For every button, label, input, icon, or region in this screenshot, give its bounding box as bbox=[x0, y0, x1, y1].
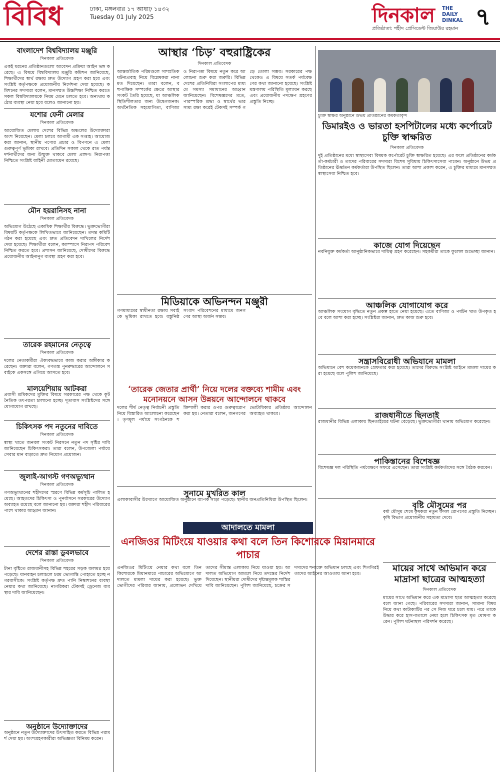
byline: দিনকাল প্রতিবেদক bbox=[40, 483, 74, 488]
article-a11 bbox=[117, 296, 312, 382]
photo-figure bbox=[352, 78, 364, 112]
article-divider bbox=[4, 338, 110, 339]
article-a1 bbox=[4, 46, 110, 106]
article-body: অভিযোগ উঠেছে একাধিক শিক্ষার্থীর বিরুদ্ধে। ভুক্তভোগীরা বিষয়টি কর্তৃপক্ষকে লিখিতভাবে জানিয়েছেন। তদন্ত কমিটি গঠন করা হয়েছে এবং দ্রুত প্রতিবেদন দাখিলের নির্দেশ দেয়া হয়েছে। শিক্ষার্থীরা বলেন, ক্যাম্পাসে নিরাপদ পরিবেশ নিশ্চিত করতে হবে। প্রশাসন জানিয়েছে, দোষীদের বিরুদ্ধে প্রয়োজনীয় আইনানুগ ব্যবস্থা গ্রহণ করা হবে। bbox=[4, 225, 110, 260]
photo-caption: চুক্তি স্বাক্ষর অনুষ্ঠানে উভয় প্রতিষ্ঠানের কর্মকর্তাবৃন্দ bbox=[318, 114, 408, 119]
photo-figure bbox=[330, 78, 342, 112]
headline: দেশের রাস্তা ডুবলভাবে bbox=[25, 548, 89, 557]
headline: জুলাই-আগস্ট গণঅভ্যুত্থান bbox=[19, 472, 95, 481]
article-a22 bbox=[383, 564, 496, 772]
brand-logo bbox=[372, 4, 464, 34]
article-a6 bbox=[4, 422, 110, 468]
article-divider bbox=[4, 420, 110, 421]
headline: বৃষ্টি মৌসুমের পর bbox=[412, 500, 467, 510]
article-a14 bbox=[318, 114, 496, 236]
article-body: অভিযানে বেশ কয়েকজনকে গ্রেফতার করা হয়েছে। তাদের বিরুদ্ধে সংশ্লিষ্ট আইনে মামলা দায়ের করা হয়েছে বলে পুলিশ জানিয়েছে। bbox=[318, 366, 496, 377]
article-body: গণমাধ্যমের স্বাধীনতা রক্ষায় সবাইকে ভূমিকা রাখতে হবে। বস্তুনিষ্ঠ সংবাদ পরিবেশনের মাধ্যমে জনগণের আস্থা অর্জন সম্ভব। bbox=[117, 309, 246, 320]
section-title: বিবিধ bbox=[4, 2, 63, 32]
masthead-rule bbox=[0, 38, 500, 40]
brand-tagline: প্রতিষ্ঠাতা: শহীদ প্রেসিডেন্ট জিয়াউর রহমান bbox=[372, 26, 459, 32]
headline: মিডিয়াকে অভিনন্দন মঞ্জুরী bbox=[161, 297, 268, 308]
article-divider bbox=[318, 498, 496, 499]
headline: রাজধানীতে ছিনতাই bbox=[374, 410, 440, 420]
article-body: গণঅভ্যুত্থানের শহীদদের স্মরণে বিভিন্ন কর্মসূচি পালিত হয়েছে। আহতদের চিকিৎসা ও পুনর্বাসনে সরকারের উদ্যোগ অব্যাহত রয়েছে বলে জানানো হয়। বক্তারা শহীদ পরিবারের পাশে থাকার আহ্বান জানান। bbox=[4, 491, 110, 514]
article-a2 bbox=[4, 110, 110, 202]
article-body: একই ধরনের প্রতিষ্ঠানগুলো আবেদন প্রক্রিয়া আইন ভঙ্গ করেছে। এ বিষয়ে বিশ্ববিদ্যালয় মঞ্জুরি কমিশন জানিয়েছে, শিক্ষার্থীদের স্বার্থ রক্ষায় দ্রুত উদ্যোগ গ্রহণ করা হবে এবং সংশ্লিষ্ট কর্তৃপক্ষকে প্রয়োজনীয় নির্দেশনা দেয়া হয়েছে। কমিশনের সদস্যরা বলেন, মানসম্মত উচ্চশিক্ষা নিশ্চিত করতে সকল বিশ্ববিদ্যালয়কে নিয়ম মেনে চলতে হবে। অন্যথায় কঠোর ব্যবস্থা নেয়া হবে বলেও জানানো হয়। bbox=[4, 65, 110, 106]
article-body: প্রবাসী শ্রমিকদের মুক্তির বিষয়ে সরকারের পক্ষ থেকে কূটনৈতিক তৎপরতা চালানো হচ্ছে। দূতাবাস সংশ্লিষ্টদের সঙ্গে যোগাযোগ রাখছে। bbox=[4, 393, 110, 410]
article-a10 bbox=[117, 46, 312, 292]
article-divider bbox=[318, 408, 496, 409]
article-a17 bbox=[318, 356, 496, 406]
article-divider bbox=[318, 238, 496, 239]
headline: বাংলাদেশ বিশ্ববিদ্যালয় মঞ্জুরি bbox=[16, 46, 98, 55]
article-body: এনজিওর মিটিংয়ে নেয়ার কথা বলে তিন কিশোরকে মিয়ানমারে পাচারের অভিযোগে আদালতে মামলা দায়ের করা হয়েছে। ভুক্তভোগীদের পরিবার জানায়, প্রলোভন দেখিয়ে তাদের সীমান্ত এলাকায় নিয়ে যাওয়া হয়। আদালত অভিযোগ আমলে নিয়ে তদন্তের নির্দেশ দিয়েছেন। স্থানীয়রা দোষীদের দৃষ্টান্তমূলক শাস্তির দাবি জানিয়েছেন। পুলিশ জানিয়েছে, চক্রের সদস্যদের শনাক্তে অভিযান চলছে এবং শিগগিরই তাদের আইনের আওতায় আনা হবে। bbox=[117, 566, 379, 589]
article-a5 bbox=[4, 384, 110, 418]
article-divider bbox=[4, 720, 110, 721]
byline: দিনকাল প্রতিবেদক bbox=[40, 433, 74, 438]
date-bengali: ঢাকা, মঙ্গলবার ১৭ আষাঢ় ১৪৩২ bbox=[90, 6, 170, 13]
byline: দিনকাল প্রতিবেদক bbox=[390, 145, 424, 151]
article-divider bbox=[117, 486, 312, 487]
article-a4 bbox=[4, 340, 110, 382]
photo-figure bbox=[440, 78, 452, 112]
article-divider bbox=[117, 294, 312, 295]
brand-name: দিনকাল bbox=[372, 3, 435, 27]
headline: সন্ত্রাসবিরোধী অভিযানে মামলা bbox=[358, 356, 456, 366]
headline: যশোর ফেনী মেলার bbox=[30, 110, 84, 119]
headline: আস্থার ‘চিড়’ বহুরাষ্ট্রিকের bbox=[158, 46, 271, 59]
headline: এনজিওর মিটিংয়ে যাওয়ার কথা বলে তিন কিশোরকে মিয়ানমারে পাচার bbox=[121, 537, 375, 561]
article-body: নবনিযুক্ত কর্মকর্তা আনুষ্ঠানিকভাবে দায়িত্ব গ্রহণ করেছেন। সহকর্মীরা তাকে ফুলেল শুভেচ্ছা জানান। bbox=[318, 250, 496, 255]
byline: দিনকাল প্রতিবেদক bbox=[40, 351, 74, 356]
headline: সুনামে মুখরিত কাল bbox=[183, 488, 246, 498]
article-body: টানা বৃষ্টিতে রাজধানীসহ বিভিন্ন শহরের সড়ক জলমগ্ন হয়ে পড়েছে। যানবাহন চলাচলে চরম ভোগান্তি পোহাতে হচ্ছে নগরবাসীকে। সংশ্লিষ্ট কর্তৃপক্ষ দ্রুত পানি নিষ্কাশনের ব্যবস্থা নেয়ার কথা জানিয়েছে। নাগরিকরা টেকসই ড্রেনেজ ব্যবস্থার দাবি জানিয়েছেন। bbox=[4, 567, 110, 596]
headline: পাকিস্তানের বিশেষজ্ঞ bbox=[374, 456, 440, 466]
article-body: বর্ষা মৌসুম শেষে কৃষকরা নতুন ফসল রোপণের প্রস্তুতি নিচ্ছেন। কৃষি বিভাগ প্রয়োজনীয় সহায়তা দেবে। bbox=[383, 510, 496, 521]
headline: কাজে যোগ দিয়েছেন bbox=[373, 240, 441, 250]
date-english: Tuesday 01 July 2025 bbox=[90, 14, 154, 21]
article-body: এলাকাবাসীর উদ্যোগে আয়োজিত অনুষ্ঠানে ব্যাপক সাড়া পড়েছে। স্থানীয় জনপ্রতিনিধিরা উপস্থিত ছিলেন। bbox=[117, 498, 308, 503]
event-photo bbox=[318, 50, 496, 112]
masthead bbox=[0, 0, 500, 42]
article-divider bbox=[318, 354, 496, 355]
article-a19 bbox=[318, 456, 496, 496]
photo-figure bbox=[374, 78, 386, 112]
article-divider bbox=[4, 546, 110, 547]
article-body: দলের শীর্ষ নেতৃত্ব নির্বাচনী প্রস্তুতি নিয়ে বিস্তারিত আলোচনা করেছেন। তৃণমূল পর্যায়ে সংগঠনকে শক্তিশালী করার ওপর গুরুত্বারোপ করা হয়। নেতারা বলেন, জনগণের ভোটাধিকার প্রতিষ্ঠায় আন্দোলন অব্যাহত থাকবে। bbox=[117, 406, 312, 423]
article-a9 bbox=[4, 722, 110, 772]
box-label: আদালতে মামলা bbox=[183, 522, 313, 534]
pull-quote: ‘তারেক জেতার প্রার্থী’ নিয়ে দলের বক্তব্যে শামীম এবং মনোনয়নে আসন উন্নয়নে আন্দোলনে থাকবে bbox=[128, 384, 301, 404]
article-divider bbox=[383, 562, 496, 563]
headline: ডিমারইও ও ভারতা হসপিটালের মধ্যে কর্পোরেট চুক্তি স্বাক্ষরিত bbox=[322, 121, 492, 143]
article-body: বিশেষজ্ঞ দল পরিস্থিতি পর্যবেক্ষণে সফরে এসেছেন। তারা সংশ্লিষ্ট কর্মকর্তাদের সঙ্গে বৈঠক করবেন। bbox=[318, 466, 492, 471]
article-divider bbox=[4, 108, 110, 109]
article-body: মায়ের সাথে অভিমান করে এক মাদ্রাসা ছাত্র আত্মহত্যা করেছে বলে জানা গেছে। পরিবারের সদস্যরা জানান, সামান্য বিষয় নিয়ে কথা কাটাকাটির পর সে নিজ ঘরে চলে যায়। পরে তাকে উদ্ধার করে হাসপাতালে নেয়া হলে চিকিৎসক মৃত ঘোষণা করেন। পুলিশ ঘটনাস্থল পরিদর্শন করেছে। bbox=[383, 596, 496, 625]
photo-figure bbox=[418, 78, 430, 112]
article-divider bbox=[318, 454, 496, 455]
article-body: রাজধানীর বিভিন্ন এলাকায় ছিনতাইয়ের ঘটনা বেড়েছে। ভুক্তভোগীরা থানায় অভিযোগ করেছেন। bbox=[318, 420, 491, 425]
article-divider bbox=[318, 298, 496, 299]
article-a7 bbox=[4, 472, 110, 544]
article-body: দুই প্রতিষ্ঠানের মধ্যে স্বাস্থ্যসেবা বিষয়ক কর্পোরেট চুক্তি স্বাক্ষরিত হয়েছে। এর ফলে প্রতিষ্ঠানের কর্মকর্তা-কর্মচারী ও তাদের পরিবারের সদস্যরা বিশেষ সুবিধায় চিকিৎসাসেবা পাবেন। অনুষ্ঠানে উভয় প্রতিষ্ঠানের ঊর্ধ্বতন কর্মকর্তারা উপস্থিত ছিলেন। তারা আশা প্রকাশ করেন, এ চুক্তির মাধ্যমে মানসম্মত স্বাস্থ্যসেবা নিশ্চিত হবে। bbox=[318, 153, 496, 177]
article-a8 bbox=[4, 548, 110, 718]
article-body: স্বাস্থ্য খাতে জনবল সংকট নিরসনে নতুন পদ সৃষ্টির দাবি জানিয়েছেন চিকিৎসকরা। তারা বলেন, উপজেলা পর্যায়ে সেবার মান বাড়াতে দ্রুত নিয়োগ প্রয়োজন। bbox=[4, 441, 110, 458]
byline: দিনকাল প্রতিবেদক bbox=[40, 121, 74, 126]
photo-figure bbox=[462, 78, 474, 112]
article-a21 bbox=[117, 522, 379, 772]
brand-english: THE DAILY DINKAL bbox=[442, 6, 464, 24]
article-body: আন্তর্জাতিক পরিমণ্ডলে সাম্প্রতিক ঘটনাপ্রবাহ নিয়ে বিশ্লেষকরা নানা মত দিয়েছেন। তারা বলেন, বহুপাক্ষিক সম্পর্কের ক্ষেত্রে আস্থার সংকট তৈরি হয়েছে, যা আঞ্চলিক স্থিতিশীলতার জন্য উদ্বেগজনক। অর্থনৈতিক সহযোগিতা, বাণিজ্য ও নিরাপত্তা বিষয়ে নতুন করে আলোচনা শুরু করা জরুরি। বিভিন্ন দেশের প্রতিনিধিরা সংলাপের মাধ্যমে সমস্যা সমাধানের আহ্বান জানিয়েছেন। বিশেষজ্ঞদের মতে, পারস্পরিক শ্রদ্ধা ও স্বার্থের ভারসাম্য রক্ষা করেই টেকসই সম্পর্ক গড়ে তোলা সম্ভব। সরকারের পক্ষ থেকেও এ বিষয়ে সতর্ক পর্যবেক্ষণের কথা জানানো হয়েছে। সংশ্লিষ্ট মন্ত্রণালয় পরিস্থিতি মূল্যায়ন করছে এবং প্রয়োজনীয় পদক্ষেপ গ্রহণের প্রস্তুতি নিচ্ছে। bbox=[117, 70, 312, 111]
article-body: আয়োজিত মেলায় দেশের বিভিন্ন অঞ্চলের উদ্যোক্তারা অংশ নিয়েছেন। মেলা চলবে আগামী এক সপ্তাহ। আয়োজকরা জানান, স্থানীয় পণ্যের প্রচার ও বিপণনে এ মেলা গুরুত্বপূর্ণ ভূমিকা রাখবে। প্রতিদিন সকাল থেকে রাত পর্যন্ত দর্শনার্থীদের জন্য উন্মুক্ত থাকবে মেলা প্রাঙ্গণ। নিরাপত্তা নিশ্চিতে সংশ্লিষ্ট বাহিনী মোতায়েন রয়েছে। bbox=[4, 129, 110, 164]
article-body: আঞ্চলিক সংযোগ বৃদ্ধিতে নতুন প্রকল্প হাতে নেয়া হয়েছে। এতে বাণিজ্য ও পর্যটন খাত উপকৃত হবে বলে আশা করা হচ্ছে। সংশ্লিষ্টরা জানান, দ্রুত কাজ শুরু হবে। bbox=[318, 310, 496, 321]
page-number: ৭ bbox=[475, 2, 491, 31]
headline: মালয়েশিয়ায় আটকরা bbox=[27, 384, 87, 393]
byline: দিনকাল প্রতিবেদক bbox=[40, 57, 74, 62]
headline: চিকিৎসক পদ নতুনের দাবিতে bbox=[16, 422, 98, 431]
byline: দিনকাল প্রতিবেদক bbox=[422, 588, 457, 593]
article-a20 bbox=[383, 500, 496, 560]
headline: তারেক রহমানের নেতৃত্বে bbox=[22, 340, 92, 349]
masthead-rule-thin bbox=[0, 41, 500, 42]
column-divider bbox=[113, 46, 114, 772]
article-body: দলের নেতাকর্মীরা ঐক্যবদ্ধভাবে কাজ করার অঙ্গীকার করেছেন। বক্তারা বলেন, গণতন্ত্র পুনরুদ্ধারের আন্দোলনে সবাইকে একসঙ্গে এগিয়ে আসতে হবে। bbox=[4, 359, 110, 376]
byline: দিনকাল প্রতিবেদক bbox=[40, 217, 74, 222]
byline: দিনকাল প্রতিবেদক bbox=[40, 559, 74, 564]
dateline bbox=[90, 6, 169, 22]
headline: মায়ের সাথে অভিমান করে মাদ্রাসা ছাত্রের আত্মহত্যা bbox=[392, 564, 487, 585]
article-divider bbox=[4, 470, 110, 471]
byline: দিনকাল প্রতিবেদক bbox=[197, 62, 232, 67]
article-a15 bbox=[318, 240, 496, 296]
headline: আঞ্চলিক যোগাযোগ করে bbox=[365, 300, 449, 310]
headline: মৌন হয়রানিসহ নানা bbox=[27, 206, 87, 215]
article-divider bbox=[4, 204, 110, 205]
article-body: অনুষ্ঠানে নতুন উদ্যোক্তাদের উৎসাহিত করতে বিভিন্ন পরামর্শ দেয়া হয়। অংশগ্রহণকারীরা অভিজ্ঞতা বিনিময় করেন। bbox=[4, 731, 110, 742]
article-a18 bbox=[318, 410, 496, 452]
article-a16 bbox=[318, 300, 496, 352]
article-a13 bbox=[117, 488, 312, 520]
article-a12 bbox=[117, 384, 312, 484]
article-a3 bbox=[4, 206, 110, 336]
photo-figure bbox=[396, 78, 408, 112]
headline: অনুষ্ঠানে উদ্যোক্তাদের bbox=[26, 722, 88, 731]
